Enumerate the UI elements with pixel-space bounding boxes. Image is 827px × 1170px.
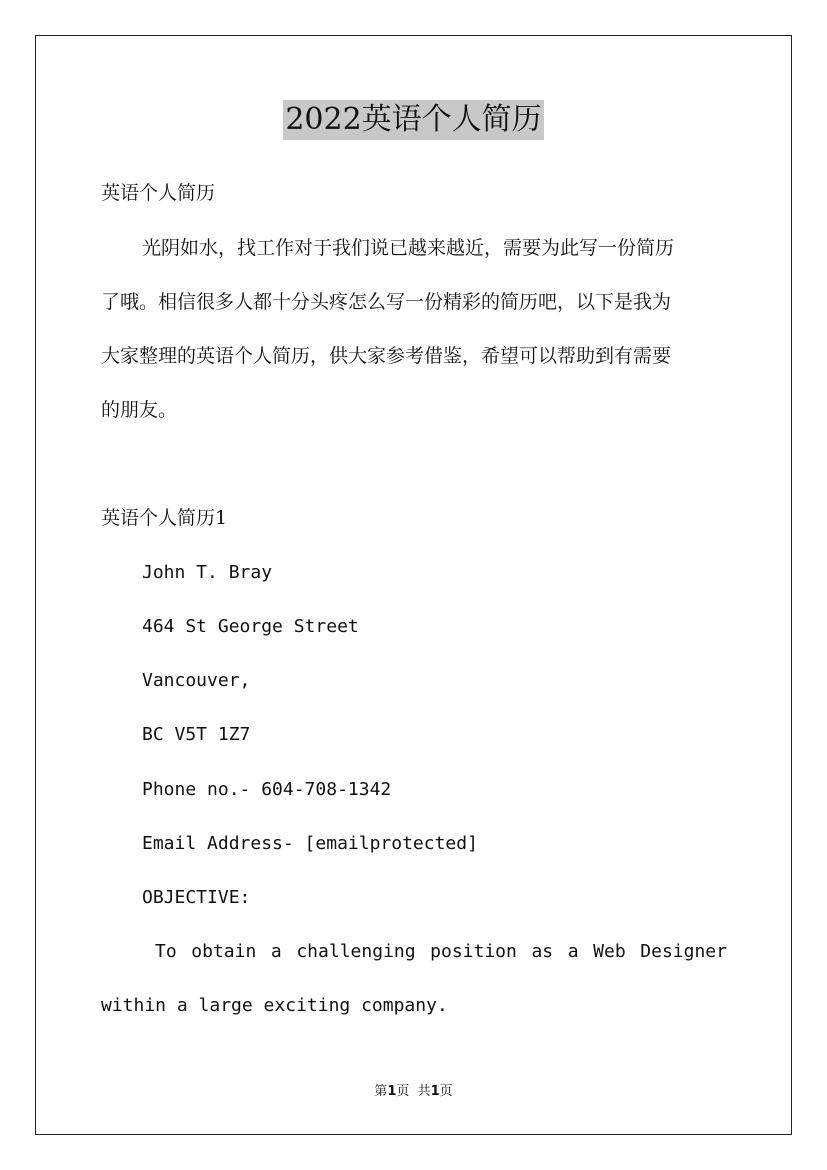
footer-page-current: 1 [387,1084,397,1099]
footer-page-suffix: 页 [439,1084,453,1099]
intro-line-2: 了哦。相信很多人都十分头疼怎么写一份精彩的简历吧，以下是我为 [101,291,672,313]
resume-name: John T. Bray [142,562,273,583]
resume-street: 464 St George Street [142,616,359,637]
resume-phone: Phone no.- 604-708-1342 [142,779,392,800]
resume-postal: BC V5T 1Z7 [142,724,251,745]
resume-objective-label: OBJECTIVE: [142,887,251,908]
objective-word: position [430,941,517,962]
resume-objective-line-1 [101,940,727,964]
objective-word: a [567,941,579,962]
objective-word: as [531,941,554,962]
document-title: 2022英语个人简历 [283,100,543,140]
objective-word: Designer [640,941,727,962]
footer-page-mid: 页 共 [396,1084,431,1099]
objective-word: obtain [191,941,257,962]
page-footer [0,1083,827,1101]
resume-objective-line-2: within a large exciting company. [101,995,448,1016]
resume-email: Email Address- [emailprotected] [142,833,478,854]
resume-city: Vancouver, [142,670,251,691]
footer-page-total: 1 [430,1084,440,1099]
resume-heading: 英语个人简历1 [101,507,228,529]
section-heading: 英语个人简历 [101,182,216,204]
objective-word: To [155,941,177,962]
title-container [0,100,827,140]
objective-word: challenging [296,941,416,962]
intro-line-4: 的朋友。 [101,399,178,421]
objective-word: a [270,941,282,962]
footer-page-prefix: 第 [374,1084,388,1099]
objective-word: Web [593,941,626,962]
intro-line-1: 光阴如水，找工作对于我们说已越来越近，需要为此写一份简历 [142,237,675,259]
intro-line-3: 大家整理的英语个人简历，供大家参考借鉴，希望可以帮助到有需要 [101,345,672,367]
